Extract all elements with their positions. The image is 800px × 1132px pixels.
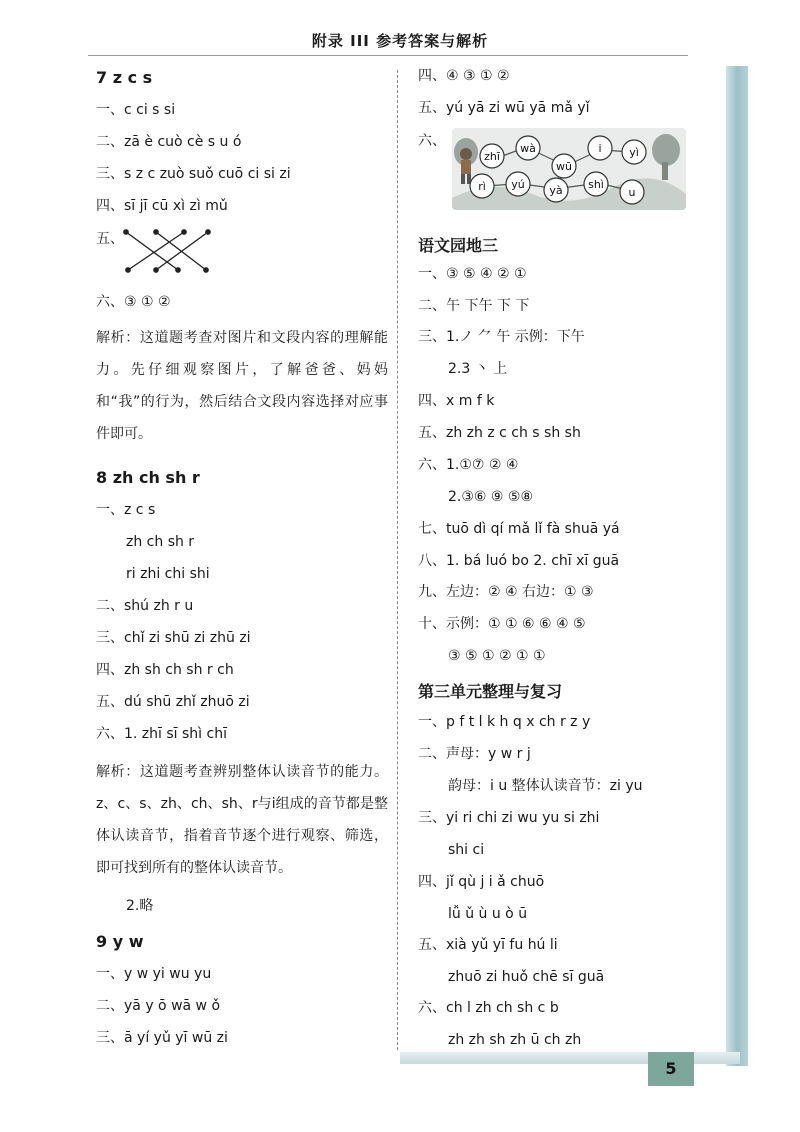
section-heading-unit-review: 第三单元整理与复习 xyxy=(418,682,563,701)
pinyin-bubble xyxy=(516,136,540,160)
pinyin-bubble xyxy=(470,174,494,198)
answer-line: ③ ⑤ ① ② ① ① xyxy=(448,648,546,664)
answer-line: 二、yā y ō wā w ǒ xyxy=(96,998,221,1014)
section-heading-yuwen-yuandi: 语文园地三 xyxy=(418,236,499,255)
answer-line: 五、yú yā zi wū yā mǎ yǐ xyxy=(418,100,590,116)
answer-line: 六、③ ① ② xyxy=(96,294,171,310)
pinyin-bubble xyxy=(544,178,568,202)
answer-line: 三、yi ri chi zi wu yu si zhi xyxy=(418,810,600,826)
answer-line: 一、p f t l k h q x ch r z y xyxy=(418,714,591,730)
answer-line: 三、chǐ zi shū zi zhū zi xyxy=(96,630,251,646)
pinyin-bubble xyxy=(506,172,530,196)
pinyin-bubble-label: wū xyxy=(556,160,572,173)
answer-line: 四、jǐ qù j i ǎ chuō xyxy=(418,874,545,890)
lesson-8-heading: 8 zh ch sh r xyxy=(96,468,200,487)
answer-line: 二、声母：y w r j xyxy=(418,746,531,762)
answer-line: shi ci xyxy=(448,842,485,858)
answer-line: 2.③⑥ ⑨ ⑤⑧ xyxy=(448,489,534,505)
answer-line: 二、shú zh r u xyxy=(96,598,194,614)
answer-line: 二、zā è cuò cè s u ó xyxy=(96,134,242,150)
pinyin-bubble xyxy=(480,144,504,168)
answer-line: 2.略 xyxy=(126,898,154,914)
pinyin-bubble-label: yà xyxy=(549,184,563,197)
header-rule xyxy=(88,55,688,56)
answer-line: zh zh sh zh ū ch zh xyxy=(448,1032,582,1048)
pinyin-bubble-label: zhī xyxy=(484,150,500,163)
pinyin-bubble xyxy=(622,140,646,164)
page-header: 附录 III 参考答案与解析 xyxy=(311,32,489,50)
analysis-paragraph: 解析：这道题考查对图片和文段内容的理解能力。先仔细观察图片，了解爸爸、妈妈和“我”的行为，然后结合文段内容选择对应事件即可。 xyxy=(96,330,388,442)
pinyin-bubble xyxy=(552,154,576,178)
pinyin-bubble-label: yì xyxy=(629,146,639,159)
answer-line: 二、午 下午 下 下 xyxy=(418,298,530,314)
answer-line: 四、x m f k xyxy=(418,393,495,409)
answer-line: 六、ch l zh ch sh c b xyxy=(418,1000,559,1016)
answer-line: 六、 xyxy=(418,133,446,149)
pinyin-bubble xyxy=(584,172,608,196)
answer-line: 一、c ci s si xyxy=(96,102,176,118)
answer-line: 2.3 丶 上 xyxy=(448,361,508,377)
analysis-paragraph: 解析：这道题考查辨别整体认读音节的能力。z、c、s、zh、ch、sh、r与i组成的音节都是整体认读音节，指着音节逐个进行观察、筛选，即可找到所有的整体认读音节。 xyxy=(96,764,388,876)
answer-line: 七、tuō dì qí mǎ lǐ fà shuā yá xyxy=(418,521,620,537)
lesson-7-heading: 7 z c s xyxy=(96,68,153,87)
answer-line: 五、 xyxy=(96,231,124,247)
pinyin-bubble-label: shì xyxy=(588,178,604,191)
answer-line: zhuō zi huǒ chē sī guā xyxy=(448,969,605,985)
pinyin-path-illustration xyxy=(452,128,686,210)
pinyin-bubble-label: u xyxy=(628,186,636,199)
pinyin-bubble xyxy=(588,136,612,160)
answer-line: 五、zh zh z c ch s sh sh xyxy=(418,425,581,441)
answer-line: 一、z c s xyxy=(96,502,156,518)
answer-line: 八、1. bá luó bo 2. chī xī guā xyxy=(418,553,620,569)
column-divider xyxy=(397,70,398,1050)
answer-line: 三、ā yí yǔ yī wū zi xyxy=(96,1030,228,1046)
answer-line: 四、sī jī cū xì zì mǔ xyxy=(96,198,228,214)
pinyin-bubble-label: rì xyxy=(478,180,486,193)
pinyin-bubble xyxy=(620,180,644,204)
answer-line: 六、1.①⑦ ② ④ xyxy=(418,457,519,473)
book-edge xyxy=(726,66,748,1066)
answer-line: 一、③ ⑤ ④ ② ① xyxy=(418,266,527,282)
answer-line: 五、xià yǔ yī fu hú li xyxy=(418,937,558,953)
answer-line: 韵母：i u 整体认读音节：zi yu xyxy=(448,778,643,794)
answer-line: 三、s z c zuò suǒ cuō ci si zi xyxy=(96,166,291,182)
answer-line: 九、左边：② ④ 右边：① ③ xyxy=(418,584,594,600)
pinyin-bubble-label: i xyxy=(598,142,602,155)
answer-line: 四、zh sh ch sh r ch xyxy=(96,662,234,678)
answer-line: 十、示例：① ① ⑥ ⑥ ④ ⑤ xyxy=(418,616,586,632)
answer-line: 四、④ ③ ① ② xyxy=(418,68,510,84)
answer-line: ri zhi chi shi xyxy=(126,566,210,582)
page-number: 5 xyxy=(648,1052,694,1086)
matching-lines-diagram xyxy=(120,224,216,276)
pinyin-bubble-label: wà xyxy=(520,142,536,155)
pinyin-bubble-label: yú xyxy=(511,178,525,191)
answer-line: zh ch sh r xyxy=(126,534,195,550)
answer-line: lǚ ǔ ù u ò ū xyxy=(448,906,528,922)
answer-line: 六、1. zhī sī shì chī xyxy=(96,726,227,742)
answer-line: 五、dú shū zhǐ zhuō zi xyxy=(96,694,250,710)
lesson-9-heading: 9 y w xyxy=(96,932,144,951)
answer-line: 一、y w yi wu yu xyxy=(96,966,212,982)
answer-line: 三、1.ノ ⺈ 午 示例：下午 xyxy=(418,329,585,345)
